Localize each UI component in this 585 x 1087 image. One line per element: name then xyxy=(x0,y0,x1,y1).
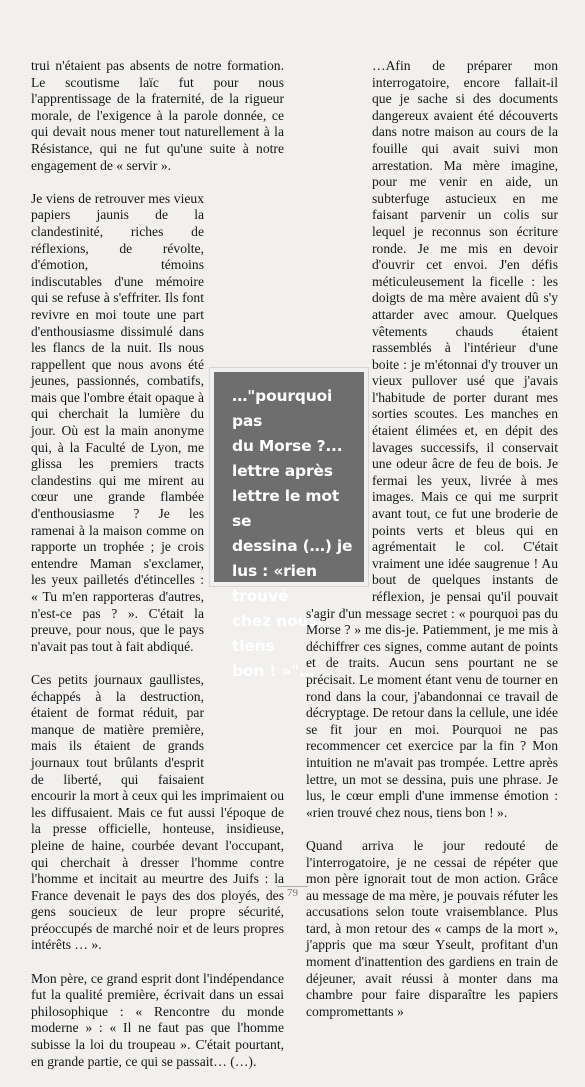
left-paragraph-2-text: Je viens de retrouver mes vieux papiers jaunis de la clandestinité, riches de réflexions, de révolte, d'émotion, témoins indiscutables d'une mémoire qui se refuse à s'effriter. Ils font revivre en moi toute une part d'enthousiasme dissimulé dans les flancs de la nuit. Ils nous rappellent que nous avons été jeunes, passionnés, combatifs, mais que l'ombre était opaque à qui cherchait la lumière du jour. Où est la main anonyme qui, à la Faculté de Lyon, me glissa les premiers tracts clandestins qui me mirent au cœur une grande flambée d'enthousiasme ? Je les ramenai à la maison comme on rapporte un trophée ; je crois entendre Maman s'exclamer, les yeux pailletés d'étincelles : « Tu m'en rapporteras d'autres, n'est-ce pas ? ». C'était la preuve, pour nous, que le pays n'avait pas tout à fait abdiqué. xyxy=(31,190,204,654)
pull-quote-box xyxy=(210,368,368,680)
pullquote-wrap-space-2 xyxy=(204,711,284,773)
pull-quote-line-7: chez nous, tiens xyxy=(232,612,323,655)
left-paragraph-1: trui n'étaient pas absents de notre formation. Le scoutisme laïc fut pour nous l'apprentissage de la fraternité, de la rigueur morale, de l'exigence à la parole donnée, ce qui devait nous mener tout naturellement à la Résistance, qui ne fut qu'une suite à notre engagement de « servir ». xyxy=(31,58,284,173)
left-paragraph-3 xyxy=(31,672,284,954)
page-number-footer xyxy=(0,886,585,899)
left-paragraph-4: Mon père, ce grand esprit dont l'indépendance fut la qualité première, écrivait dans un essai philosophique : « Rencontre du monde moderne » : « Il ne faut pas que l'homme subisse la loi du troupeau ». C'était pourtant, en grande partie, ce qui se passait… (…). xyxy=(31,970,284,1069)
pull-quote-line-6: lus : «rien trouvé xyxy=(232,562,317,605)
pull-quote-line-5: dessina (…) je xyxy=(232,537,353,555)
right-paragraph-2: Quand arriva le jour redouté de l'interrogatoire, je ne cessai de répéter que mon père ignorait tout de mon action. Grâce au message de ma mère, je pouvais réfuter les accusations selon toute vraisemblance. Plus tard, à mon retour des « camps de la mort », j'appris que ma sœur Yseult, profitant d'un moment d'inattention des gardiens en train de déjeuner, avait réussi à monter dans ma chambre pour faire disparaître les papiers compromettants » xyxy=(306,837,558,1019)
left-paragraph-3-text: Ces petits journaux gaullistes, échappés à la destruction, étaient de format réduit, par manque de matière première, mais ils étaient de grands journaux tout brûlants d'esprit de liberté, qui faisaient encourir la mort à ceux qui les imprimaient ou les diffusaient. Mais ce fut aussi l'époque de la presse officielle, honteuse, insidieuse, pleine de haine, courbée devant l'occupant, qui cherchait à dresser l'homme contre l'homme et incitait au meurtre des Juifs : la France devenait le pays des dos ployés, des gens soucieux de leur propre sécurité, préoccupés de marché noir et de leurs propres intérêts … ». xyxy=(31,671,284,953)
page-number: 79 xyxy=(277,886,308,899)
pull-quote-line-3: lettre après xyxy=(232,462,333,480)
pull-quote-line-1: …"pourquoi pas xyxy=(232,387,333,430)
pull-quote-line-2: du Morse ?... xyxy=(232,437,343,455)
pull-quote-line-4: lettre le mot se xyxy=(232,487,340,530)
right-paragraph-1-text: …Afin de préparer mon interrogatoire, encore fallait-il que je sache si des documents dangereux avaient été découverts dans notre maison au cours de la fouille qui avait suivi mon arrestation. Ma mère imagine, pour me venir en aide, un subterfuge astucieux en me faisant parvenir un colis sur lequel je reconnus son écriture ronde. Je me mis en devoir d'ouvrir cet envoi. J'en défis méticuleusement la ficelle : les doigts de ma mère avaient dû s'y attarder avec amour. Quelques vêtements chauds étaient rassemblés à l'intérieur d'une boite : je m'étonnai d'y trouver un vieux pullover usé que j'avais l'habitude de porter durant mes sorties scoutes. Les manches en étaient élimées et, en dépit des lavages successifs, il conservait une odeur âcre de feu de bois. Je fermai les yeux, livrée à mes images. Mais ce qui me surprit avant tout, ce fut une broderie de points verts et bleus qui en agrémentait le col. C'était vraiment une idée saugrenue ! Au bout de quelques instants de réflexion, je pensai qu'il pouvait s'agir d'un message secret : « pourquoi pas du Morse ? » me dis-je. Patiemment, je me mis à déchiffrer ces signes, comme autant de points et de traits. Aucun sens pourtant ne se précisait. Le moment étant venu de tourner en rond dans la cour, j'abandonnai ce travail de décryptage. De retour dans la cellule, une idée se fit jour en moi. Pourquoi ne pas recommencer cet exercice par la fin ? Mon intuition ne m'avait pas trompée. Lettre après lettre, un mot se dessina, puis une phrase. Je lus, le cœur empli d'une immense émotion : «rien trouvé chez nous, tiens bon ! ». xyxy=(306,58,558,820)
pull-quote-line-8: bon ! »"… xyxy=(232,662,315,680)
